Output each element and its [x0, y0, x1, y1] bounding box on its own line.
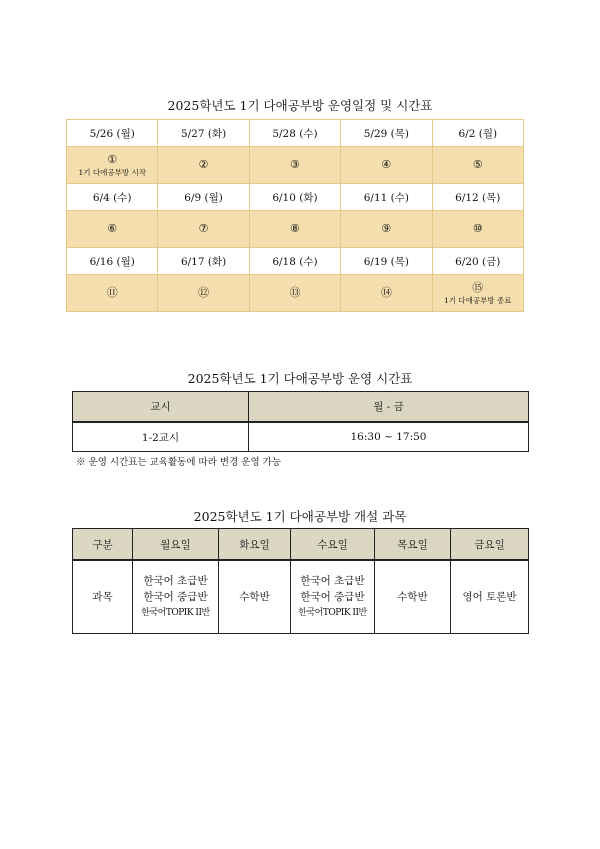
session-cell	[158, 275, 249, 312]
course-item: 한국어 초급반	[143, 575, 208, 587]
timetable-title: 2025학년도 1기 다애공부방 운영 시간표	[187, 371, 413, 386]
timetable-row	[73, 422, 529, 452]
date-cell: 5/28 (수)	[249, 120, 340, 147]
course-table	[72, 528, 529, 634]
course-item: 영어 토론반	[462, 591, 517, 603]
date-cell: 6/16 (월)	[67, 248, 158, 275]
session-number: ⑦	[198, 222, 209, 235]
header-cell: 목요일	[375, 529, 451, 561]
calendar-session-row	[67, 147, 524, 184]
date-cell: 5/26 (월)	[67, 120, 158, 147]
session-cell	[67, 147, 158, 184]
period-cell: 1-2교시	[73, 422, 249, 452]
calendar-date-row	[67, 120, 524, 147]
course-row	[73, 560, 529, 634]
timetable-note: ※ 운영 시간표는 교육활동에 따라 변경 운영 가능	[76, 457, 282, 468]
course-cell	[375, 560, 451, 634]
session-number: ⑫	[198, 286, 210, 299]
session-cell	[249, 275, 340, 312]
course-item: 한국어 중급반	[143, 591, 208, 603]
session-number: ⑭	[380, 286, 392, 299]
date-cell: 6/20 (금)	[432, 248, 523, 275]
course-item: 한국어TOPIK II반	[298, 608, 367, 618]
session-number: ⑥	[107, 222, 118, 235]
date-cell: 6/17 (화)	[158, 248, 249, 275]
session-number: ①	[107, 152, 118, 166]
header-cell: 수요일	[291, 529, 375, 561]
date-cell: 6/10 (화)	[249, 184, 340, 211]
date-cell: 6/11 (수)	[341, 184, 432, 211]
session-number: ③	[290, 158, 300, 171]
date-cell: 6/19 (목)	[341, 248, 432, 275]
session-cell	[341, 275, 432, 312]
date-cell: 6/2 (월)	[432, 120, 523, 147]
course-item: 한국어 중급반	[300, 591, 365, 603]
session-cell	[432, 147, 523, 184]
calendar-session-row	[67, 275, 524, 312]
date-cell: 6/4 (수)	[67, 184, 158, 211]
header-cell: 금요일	[451, 529, 529, 561]
course-cell	[133, 560, 219, 634]
session-number: ⑪	[106, 286, 118, 299]
course-cell	[451, 560, 529, 634]
session-number: ②	[198, 158, 209, 171]
header-cell: 월 - 금	[249, 392, 529, 423]
operating-timetable	[72, 391, 529, 452]
schedule-calendar	[66, 119, 524, 312]
course-item: 한국어TOPIK II반	[141, 608, 210, 618]
session-cell	[341, 211, 432, 248]
session-number: ⑨	[381, 222, 392, 235]
header-cell: 구분	[73, 529, 133, 561]
course-item: 수학반	[397, 591, 428, 603]
calendar-title: 2025학년도 1기 다애공부방 운영일정 및 시간표	[167, 98, 433, 113]
calendar-date-row	[67, 248, 524, 275]
session-cell	[67, 275, 158, 312]
header-cell: 교시	[73, 392, 249, 423]
calendar-session-row	[67, 211, 524, 248]
header-cell: 화요일	[219, 529, 291, 561]
session-number: ④	[381, 158, 392, 171]
course-header-row	[73, 529, 529, 561]
session-cell	[67, 211, 158, 248]
session-number: ⑩	[472, 222, 483, 235]
session-cell	[432, 211, 523, 248]
session-cell	[249, 147, 340, 184]
date-cell: 5/29 (목)	[341, 120, 432, 147]
calendar-date-row	[67, 184, 524, 211]
session-cell	[341, 147, 432, 184]
session-cell	[158, 211, 249, 248]
session-number: ⑮	[472, 280, 484, 294]
session-cell	[158, 147, 249, 184]
date-cell: 6/9 (월)	[158, 184, 249, 211]
session-cell	[432, 275, 523, 312]
session-number: ⑤	[472, 158, 483, 171]
timetable-header-row	[73, 392, 529, 423]
time-cell: 16:30 ~ 17:50	[249, 422, 529, 452]
session-cell	[249, 211, 340, 248]
row-label: 과목	[73, 560, 133, 634]
course-item: 한국어 초급반	[300, 575, 365, 587]
course-cell	[219, 560, 291, 634]
header-cell: 월요일	[133, 529, 219, 561]
course-cell	[291, 560, 375, 634]
courses-title: 2025학년도 1기 다애공부방 개설 과목	[193, 509, 407, 524]
date-cell: 6/12 (목)	[432, 184, 523, 211]
date-cell: 5/27 (화)	[158, 120, 249, 147]
session-number: ⑧	[290, 222, 300, 235]
session-note: 1기 다애공부방 시작	[78, 167, 146, 177]
course-item: 수학반	[239, 591, 270, 603]
date-cell: 6/18 (수)	[249, 248, 340, 275]
session-number: ⑬	[289, 286, 301, 299]
session-note: 1기 다애공부방 종료	[444, 295, 512, 305]
